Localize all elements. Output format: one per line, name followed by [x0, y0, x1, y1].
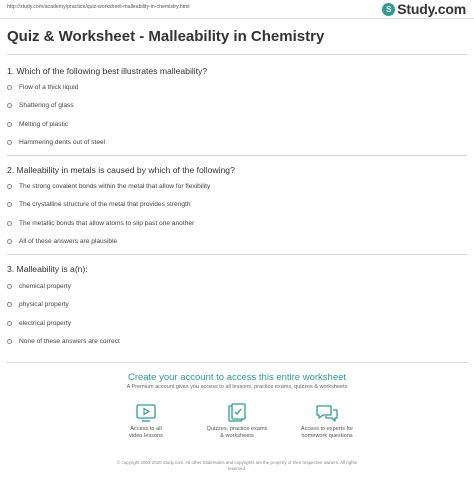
- option-label: Hammering dents out of steel: [19, 138, 106, 146]
- feature-label-line2: video lessons: [129, 433, 163, 439]
- question-1-option-3[interactable]: [7, 119, 68, 129]
- header-divider: [0, 18, 474, 19]
- study-logo[interactable]: [382, 1, 466, 17]
- radio-button[interactable]: [7, 184, 12, 189]
- question-2-option-1[interactable]: [7, 181, 210, 191]
- option-label: The metallic bonds that allow atoms to slip past one another: [19, 219, 195, 227]
- option-label: Melting of plastic: [19, 120, 69, 128]
- radio-button[interactable]: [7, 122, 12, 127]
- question-2-prompt: 2. Malleability in metals is caused by which of the following?: [7, 165, 235, 175]
- radio-button[interactable]: [7, 284, 12, 289]
- question-2-option-2[interactable]: [7, 199, 191, 209]
- question-3-option-4[interactable]: [7, 336, 120, 346]
- option-label: Flow of a thick liquid: [19, 83, 79, 91]
- quiz-icon: [226, 403, 248, 423]
- title-divider: [7, 54, 467, 55]
- feature-quizzes: [192, 403, 282, 440]
- option-label: None of these answers are correct: [19, 337, 120, 345]
- question-1-option-4[interactable]: [7, 137, 105, 147]
- feature-video-lessons: [101, 403, 191, 440]
- cta-divider: [7, 362, 467, 363]
- question-1-prompt: 1. Which of the following best illustrates malleability?: [7, 66, 208, 76]
- option-label: electrical property: [19, 319, 72, 327]
- question-divider: [7, 155, 467, 156]
- chat-icon: [315, 403, 339, 423]
- question-2-option-4[interactable]: [7, 236, 117, 246]
- radio-button[interactable]: [7, 302, 12, 307]
- option-label: All of these answers are plausible: [19, 237, 118, 245]
- question-3-option-1[interactable]: [7, 281, 71, 291]
- question-3-option-3[interactable]: [7, 318, 71, 328]
- radio-button[interactable]: [7, 85, 12, 90]
- option-label: The strong covalent bonds within the metal that allow for flexibility: [19, 182, 211, 190]
- radio-button[interactable]: [7, 221, 12, 226]
- study-logo-icon: S: [382, 3, 395, 16]
- page-url: http://study.com/academy/practice/quiz-worksheet-malleability-in-chemistry.html: [7, 4, 190, 10]
- radio-button[interactable]: [7, 339, 12, 344]
- video-lesson-icon: [135, 403, 157, 423]
- option-label: The crystalline structure of the metal that provides strength: [19, 200, 191, 208]
- create-account-link[interactable]: Create your account to access this entire worksheet: [127, 372, 347, 383]
- copyright-line2: reserved.: [227, 466, 247, 471]
- feature-experts: [282, 403, 372, 440]
- cta-subtitle: A Premium account gives you access to all lessons, practice exams, quizzes & worksheets: [126, 384, 348, 390]
- feature-label-line2: & worksheets: [220, 433, 254, 439]
- feature-label-line1: Access to all: [130, 426, 162, 432]
- question-1-option-2[interactable]: [7, 100, 74, 110]
- feature-label-line2: homework questions: [301, 433, 353, 439]
- page-title: Quiz & Worksheet - Malleability in Chemistry: [7, 28, 325, 45]
- copyright-notice: [40, 460, 434, 472]
- radio-button[interactable]: [7, 202, 12, 207]
- question-3-prompt: 3. Malleability is a(n):: [7, 264, 88, 274]
- copyright-line1: © copyright 2003-2020 Study.com. All other trademarks and copyrights are the property of their respective owners. All rights: [117, 460, 357, 465]
- radio-button[interactable]: [7, 103, 12, 108]
- feature-label-line1: Access to experts for: [300, 426, 354, 432]
- study-logo-text: Study.com: [397, 1, 466, 17]
- question-divider: [7, 254, 467, 255]
- top-bar: [0, 0, 474, 18]
- option-label: chemical property: [19, 282, 72, 290]
- question-3-option-2[interactable]: [7, 299, 69, 309]
- option-label: Shattering of glass: [19, 101, 74, 109]
- question-1-option-1[interactable]: [7, 82, 78, 92]
- option-label: physical property: [19, 300, 69, 308]
- radio-button[interactable]: [7, 239, 12, 244]
- question-2-option-3[interactable]: [7, 218, 194, 228]
- feature-label-line1: Quizzes, practice exams: [206, 426, 268, 432]
- radio-button[interactable]: [7, 321, 12, 326]
- radio-button[interactable]: [7, 140, 12, 145]
